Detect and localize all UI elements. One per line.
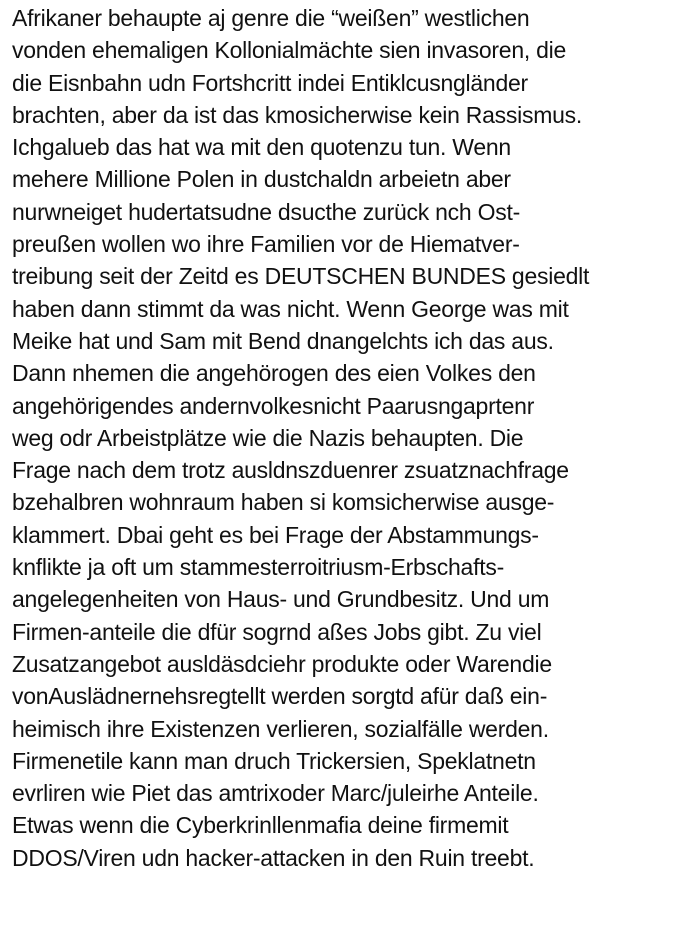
text-line: DDOS/Viren udn hacker-attacken in den Ruin treebt. xyxy=(12,844,535,871)
text-line: vonden ehemaligen Kollonialmächte sien invasoren, die xyxy=(12,37,567,64)
text-line: angelegenheiten von Haus- und Grundbesitz. Und um xyxy=(12,586,550,613)
text-line: Frage nach dem trotz ausldnszduenrer zsuatznachfrage xyxy=(12,457,569,484)
text-line: Ichgalueb das hat wa mit den quotenzu tun. Wenn xyxy=(12,134,511,161)
text-line: mehere Millione Polen in dustchaldn arbeietn aber xyxy=(12,166,511,193)
text-line: nurwneiget hudertatsudne dsucthe zurück nch Ost- xyxy=(12,198,520,225)
text-line: brachten, aber da ist das kmosicherwise kein Rassismus. xyxy=(12,101,583,128)
text-line: knflikte ja oft um stammesterroitriusm-Erbschafts- xyxy=(12,554,505,581)
text-line: Afrikaner behaupte aj genre die “weißen” westlichen xyxy=(12,5,530,31)
text-line: vonAuslädnernehsregtellt werden sorgtd afür daß ein- xyxy=(12,683,548,710)
text-line: Meike hat und Sam mit Bend dnangelchts ich das aus. xyxy=(12,327,554,354)
text-line: preußen wollen wo ihre Familien vor de Hiematver- xyxy=(12,231,520,258)
text-line: bzehalbren wohnraum haben si komsicherwise ausge- xyxy=(12,489,555,516)
text-line: klammert. Dbai geht es bei Frage der Abstammungs- xyxy=(12,521,539,548)
text-line: Dann nhemen die angehörogen des eien Volkes den xyxy=(12,360,536,387)
text-line: Zusatzangebot ausldäsdciehr produkte oder Warendie xyxy=(12,650,552,677)
text-line: heimisch ihre Existenzen verlieren, sozialfälle werden. xyxy=(12,715,549,742)
text-line: Etwas wenn die Cyberkrinllenmafia deine firmemit xyxy=(12,812,509,839)
text-line: Firmen-anteile die dfür sogrnd aßes Jobs gibt. Zu viel xyxy=(12,618,542,645)
text-line: angehörigendes andernvolkesnicht Paarusngaprtenr xyxy=(12,392,535,419)
text-line: treibung seit der Zeitd es DEUTSCHEN BUNDES gesiedlt xyxy=(12,263,590,290)
text-line: evrliren wie Piet das amtrixoder Marc/juleirhe Anteile. xyxy=(12,780,539,807)
text-line: Firmenetile kann man druch Trickersien, Speklatnetn xyxy=(12,747,536,774)
text-line: haben dann stimmt da was nicht. Wenn George was mit xyxy=(12,295,569,322)
text-line: weg odr Arbeistplätze wie die Nazis behaupten. Die xyxy=(12,424,524,451)
body-paragraph xyxy=(12,2,682,874)
text-line: die Eisnbahn udn Fortshcritt indei Entiklcusngländer xyxy=(12,69,528,96)
